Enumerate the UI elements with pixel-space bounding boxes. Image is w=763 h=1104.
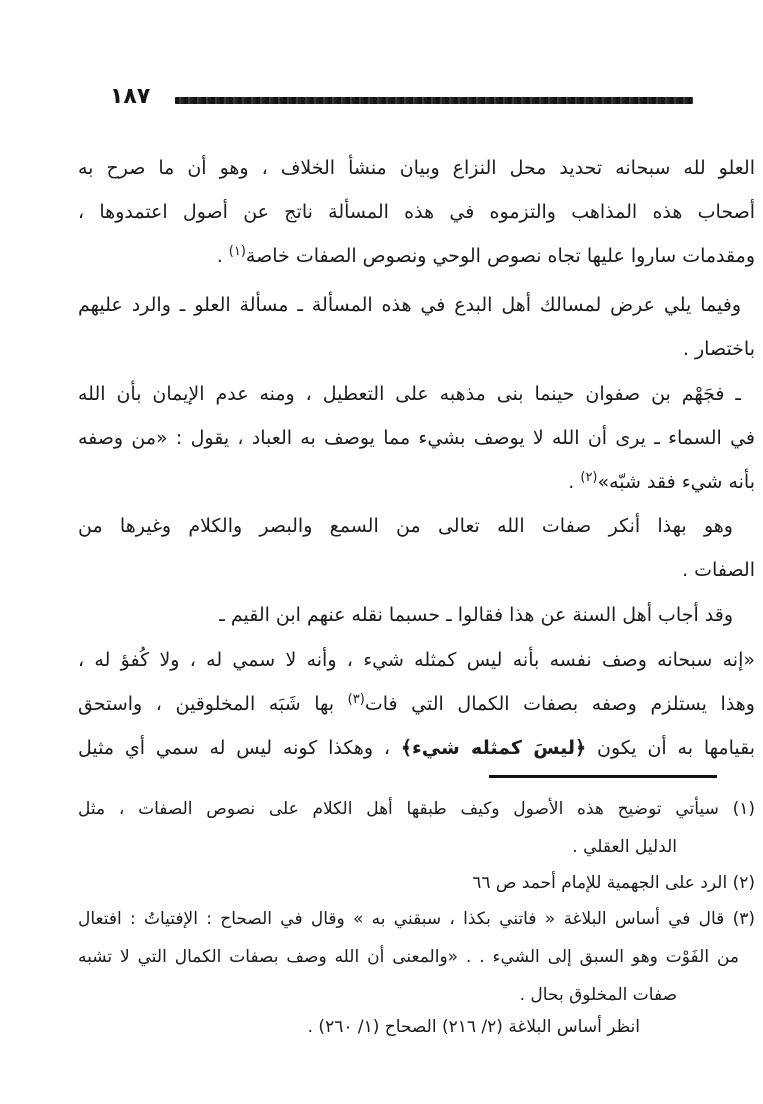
header-rule: [175, 97, 693, 104]
text-line: الصفات .: [682, 559, 755, 581]
footnote-ref-2: (٢): [580, 470, 598, 485]
paragraph-1: [78, 146, 755, 278]
text-line: «إنه سبحانه وصف نفسه بأنه ليس كمثله شيء ، وأنه لا سمي له ، ولا كُفؤ له ،: [78, 649, 755, 671]
quran-quote: ﴿ليسَ كمثله شيء﴾: [400, 737, 587, 759]
footnote-ref-1: (١): [228, 244, 246, 259]
line-text: وهذا يستلزم وصفه بصفات الكمال التي فات: [364, 693, 755, 715]
line-text: ، وهكذا كونه ليس له سمي أي مثيل: [78, 737, 401, 759]
paragraph-2: [78, 283, 755, 371]
footnote-1-line-2: الدليل العقلي .: [572, 837, 677, 857]
text-line: ـ فجَهْم بن صفوان حينما بنى مذهبه على التعطيل ، ومنه عدم الإيمان بأن الله: [78, 383, 741, 405]
text-line: باختصار .: [682, 338, 755, 360]
text-line: [78, 726, 755, 770]
footnote-3-line-2: من الفَوْت وهو السبق إلى الشيء . . «والمعنى أن الله وصف بصفات الكمال التي لا تشبه: [78, 947, 739, 967]
text-line: في السماء ـ يرى أن الله لا يوصف بشيء مما يوصف به العباد ، يقول : «من وصفه: [78, 427, 755, 449]
text-line: العلو لله سبحانه تحديد محل النزاع وبيان منشأ الخلاف ، وهو أن ما صرح به: [78, 157, 755, 179]
text-line: [78, 460, 755, 504]
paragraph-3: [78, 372, 755, 504]
footnote-3-line-4: انظر أساس البلاغة (٢/ ٢١٦) الصحاح (١/ ٢٦٠) .: [307, 1017, 640, 1037]
paragraph-4: [78, 504, 755, 592]
page-number: ١٨٧: [110, 84, 151, 109]
text-line: [78, 682, 755, 726]
line-text: بأنه شيء فقد شبّه»: [597, 471, 755, 493]
line-text: بقيامها به أن يكون: [586, 737, 755, 759]
footnote-ref-3: (٣): [347, 692, 365, 707]
text-line: وهو بهذا أنكر صفات الله تعالى من السمع والبصر والكلام وغيرها من: [78, 515, 733, 537]
line-text: ومقدمات ساروا عليها تجاه نصوص الوحي ونصوص الصفات خاصة: [245, 245, 755, 267]
footnote-1-line-1: (١) سيأتي توضيح هذه الأصول وكيف طبقها أهل الكلام على نصوص الصفات ، مثل: [78, 799, 755, 819]
line-text: .: [216, 245, 229, 267]
footnote-3-line-3: صفات المخلوق بحال .: [519, 985, 677, 1005]
paragraph-6: [78, 638, 755, 770]
text-line: وقد أجاب أهل السنة عن هذا فقالوا ـ حسبما نقله عنهم ابن القيم ـ: [219, 604, 733, 626]
text-line: وفيما يلي عرض لمسالك أهل البدع في هذه المسألة ـ مسألة العلو ـ والرد عليهم: [78, 294, 741, 316]
line-text: بها شَبَه المخلوقين ، واستحق: [78, 693, 348, 715]
footnote-separator: [489, 775, 717, 778]
line-text: .: [568, 471, 581, 493]
paragraph-5: [78, 593, 755, 637]
text-line: أصحاب هذه المذاهب والتزموه في هذه المسألة ناتج عن أصول اعتمدوها ،: [78, 201, 755, 223]
footnote-2-line-1: (٢) الرد على الجهمية للإمام أحمد ص ٦٦: [472, 873, 755, 893]
footnote-3-line-1: (٣) قال في أساس البلاغة « فاتني بكذا ، سبقني به » وقال في الصحاح : الإفتياتُ : افتعال: [78, 909, 755, 929]
text-line: [78, 234, 755, 278]
